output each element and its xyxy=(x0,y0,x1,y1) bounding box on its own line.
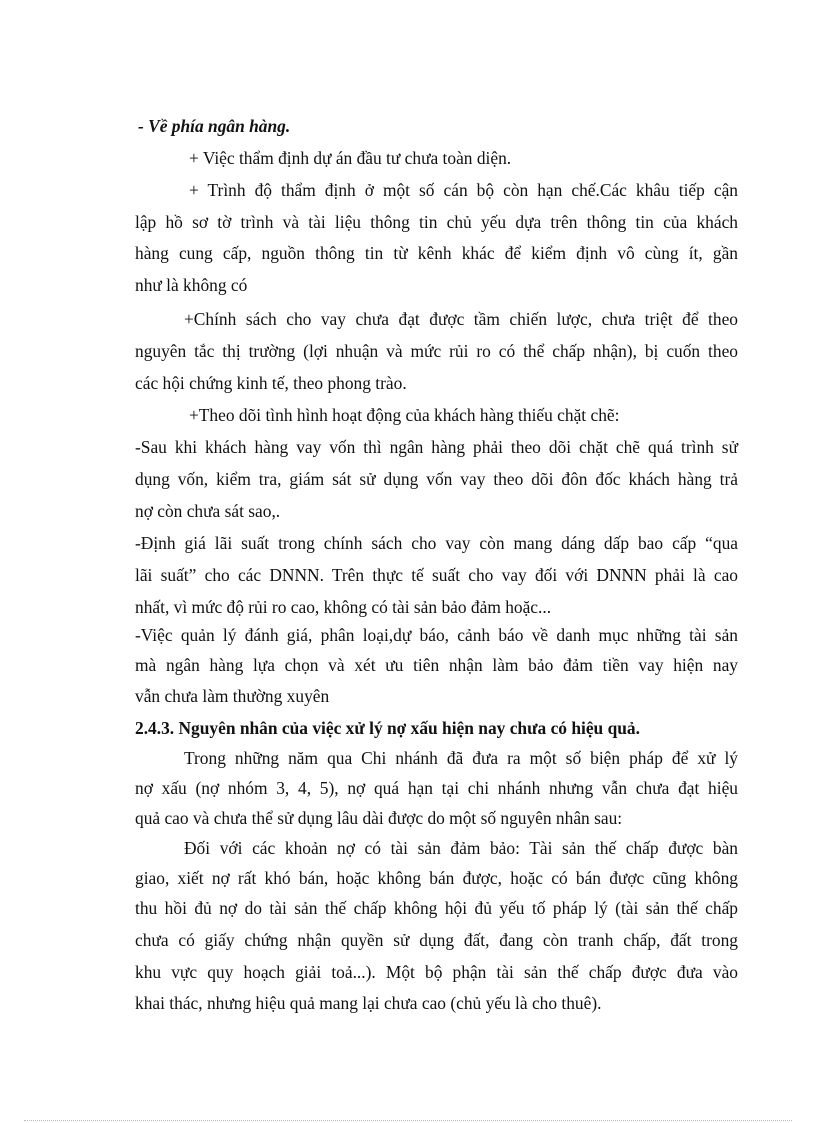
section-heading: 2.4.3. Nguyên nhân của việc xử lý nợ xấu hiện nay chưa có hiệu quả. xyxy=(135,718,640,738)
page-footer-rule xyxy=(24,1120,792,1121)
bank-point-line: như là không có xyxy=(135,275,248,295)
bank-point-line: -Định giá lãi suất trong chính sách cho vay còn mang dáng dấp bao cấp “qua xyxy=(135,533,738,553)
bank-point-line: lãi suất” cho các DNNN. Trên thực tế suất cho vay đối với DNNN phải là cao xyxy=(135,565,738,585)
section-line: quả cao và chưa thể sử dụng lâu dài được do một số nguyên nhân sau: xyxy=(135,808,623,828)
bank-point-line: nợ còn chưa sát sao,. xyxy=(135,501,281,521)
section-line: thu hồi đủ nợ do tài sản thế chấp không hội đủ yếu tố pháp lý (tài sản thế chấp xyxy=(135,898,738,918)
section-line: khai thác, nhưng hiệu quả mang lại chưa cao (chủ yếu là cho thuê). xyxy=(135,993,602,1013)
bank-side-heading: - Về phía ngân hàng. xyxy=(138,116,291,136)
bank-point-line: nguyên tắc thị trường (lợi nhuận và mức rủi ro có thể chấp nhận), bị cuốn theo xyxy=(135,341,738,361)
bank-point-line: +Theo dõi tình hình hoạt động của khách hàng thiếu chặt chẽ: xyxy=(189,405,620,425)
bank-point-line: + Việc thẩm định dự án đầu tư chưa toàn diện. xyxy=(189,148,512,168)
section-line: khu vực quy hoạch giải toả...). Một bộ phận tài sản thế chấp được đưa vào xyxy=(135,962,738,982)
bank-point-line: lập hồ sơ tờ trình và tài liệu thông tin chủ yếu dựa trên thông tin của khách xyxy=(135,212,738,232)
bank-point-line: dụng vốn, kiểm tra, giám sát sử dụng vốn vay theo dõi đôn đốc khách hàng trả xyxy=(135,469,738,489)
bank-point-line: mà ngân hàng lựa chọn và xét ưu tiên nhận làm bảo đảm tiền vay hiện nay xyxy=(135,655,738,675)
section-line: chưa có giấy chứng nhận quyền sử dụng đất, đang còn tranh chấp, đất trong xyxy=(135,930,738,950)
bank-point-line: các hội chứng kinh tế, theo phong trào. xyxy=(135,373,407,393)
bank-point-line: -Sau khi khách hàng vay vốn thì ngân hàng phải theo dõi chặt chẽ quá trình sử xyxy=(135,437,738,457)
section-line: Đối với các khoản nợ có tài sản đảm bảo: Tài sản thế chấp được bàn xyxy=(184,838,738,858)
section-line: giao, xiết nợ rất khó bán, hoặc không bán được, hoặc có bán được cũng không xyxy=(135,868,738,888)
bank-point-line: hàng cung cấp, nguồn thông tin từ kênh khác để kiểm định vô cùng ít, gần xyxy=(135,243,738,263)
bank-point-line: vẫn chưa làm thường xuyên xyxy=(135,686,330,706)
section-line: Trong những năm qua Chi nhánh đã đưa ra một số biện pháp để xử lý xyxy=(184,748,738,768)
bank-point-line: + Trình độ thẩm định ở một số cán bộ còn hạn chế.Các khâu tiếp cận xyxy=(189,180,738,200)
bank-point-line: -Việc quản lý đánh giá, phân loại,dự báo, cảnh báo về danh mục những tài sản xyxy=(135,625,738,645)
bank-point-line: nhất, vì mức độ rủi ro cao, không có tài sản bảo đảm hoặc... xyxy=(135,597,552,617)
bank-point-line: +Chính sách cho vay chưa đạt được tầm chiến lược, chưa triệt để theo xyxy=(184,309,738,329)
section-line: nợ xấu (nợ nhóm 3, 4, 5), nợ quá hạn tại chi nhánh nhưng vẫn chưa đạt hiệu xyxy=(135,778,738,798)
